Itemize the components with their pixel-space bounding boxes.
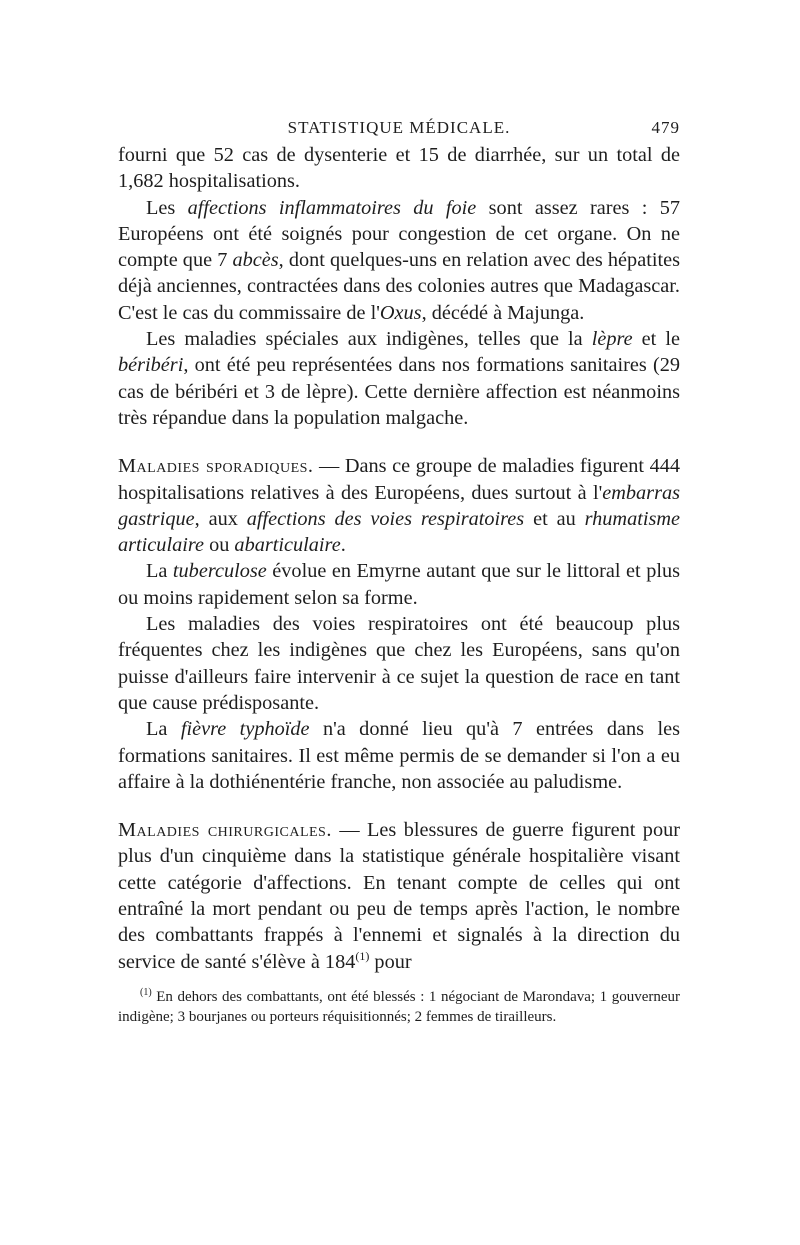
paragraph-surgical: Maladies chirurgicales. — Les blessures de guerre figurent pour plus d'un cinquième dans la statistique générale hospitalière visant cette catégorie d'affections. En tenant compte de celles qui ont entraîné la mort pendant ou peu de temps après l'action, le nombre des combattants frappés à l'ennemi et signalés à la direction du service de santé s'élève à 184$^{(1)}$ pour — [118, 819, 680, 973]
paragraph-typhoid: La fièvre typhoïde n'a donné lieu qu'à 7 entrées dans les formations sanitaires. Il est même permis de se demander si l'on a eu affaire à la dothiénentérie franche, non associée au paludisme. — [118, 718, 680, 793]
running-title: STATISTIQUE MÉDICALE. — [287, 118, 511, 137]
running-head — [118, 110, 680, 140]
paragraph-respiratory: Les maladies des voies respiratoires ont été beaucoup plus fréquentes chez les indigènes que chez les Européens, sans qu'on puisse d'ailleurs faire intervenir à ce sujet la question de race en tant que cause prédisposante. — [118, 613, 680, 714]
paragraph-tuberculosis: La tuberculose évolue en Emyrne autant que sur le littoral et plus ou moins rapidement selon sa forme. — [118, 560, 680, 609]
italic-term: fièvre typhoïde — [180, 718, 310, 741]
italic-term: tuberculose — [172, 560, 267, 583]
footnote-mark: (1) — [140, 986, 152, 998]
paragraph-sporadic: Maladies sporadiques. — Dans ce groupe de maladies figurent 444 hospitalisations relatives à des Européens, dues surtout à l'embarras gastrique, aux affections des voies respiratoires et au rhumatisme articulaire ou abarticulaire. — [118, 455, 681, 557]
paragraph-indigenous-diseases: Les maladies spéciales aux indigènes, telles que la lèpre et le béribéri, ont été peu représentées dans nos formations sanitaires (29 cas de béribéri et 3 de lèpre). Cette dernière affection est néanmoins très répandue dans la population malgache. — [118, 328, 680, 429]
italic-term: béribéri — [118, 354, 184, 377]
italic-term: abcès — [232, 249, 279, 272]
page-number: 479 — [651, 118, 680, 137]
italic-term: embarras gastrique — [118, 481, 680, 530]
section-gap — [118, 431, 680, 453]
section-gap — [118, 795, 680, 817]
italic-term: rhumatisme articulaire — [118, 507, 681, 557]
body-text — [118, 142, 680, 975]
footnote — [118, 987, 680, 1027]
footnote-text: En dehors des combattants, ont été blessés : 1 négociant de Marondava; 1 gouverneur indigène; 3 bourjanes ou porteurs réquisitionnés; 2 femmes de tirailleurs. — [118, 988, 680, 1025]
paragraph-continuation: fourni que 52 cas de dysenterie et 15 de diarrhée, sur un total de 1,682 hospitalisations. — [118, 144, 680, 193]
italic-term: affections des voies respiratoires — [246, 507, 525, 530]
italic-term: abarticulaire — [234, 534, 341, 557]
italic-term: lèpre — [591, 328, 633, 351]
section-heading: Maladies chirurgicales. — [118, 819, 332, 842]
book-page — [118, 110, 680, 1027]
section-heading: Maladies sporadiques. — [118, 455, 314, 478]
footnote-reference[interactable]: (1) — [355, 948, 370, 963]
paragraph-liver: Les affections inflammatoires du foie sont assez rares : 57 Européens ont été soignés pour congestion de cet organe. On ne compte que 7 abcès, dont quelques-uns en relation avec des hépatites déjà anciennes, contractées dans des colonies autres que Madagascar. C'est le cas du commissaire de l'Oxus, décédé à Majunga. — [118, 196, 681, 324]
italic-term: affections inflammatoires du foie — [187, 196, 477, 219]
ship-name: Oxus — [379, 301, 422, 324]
